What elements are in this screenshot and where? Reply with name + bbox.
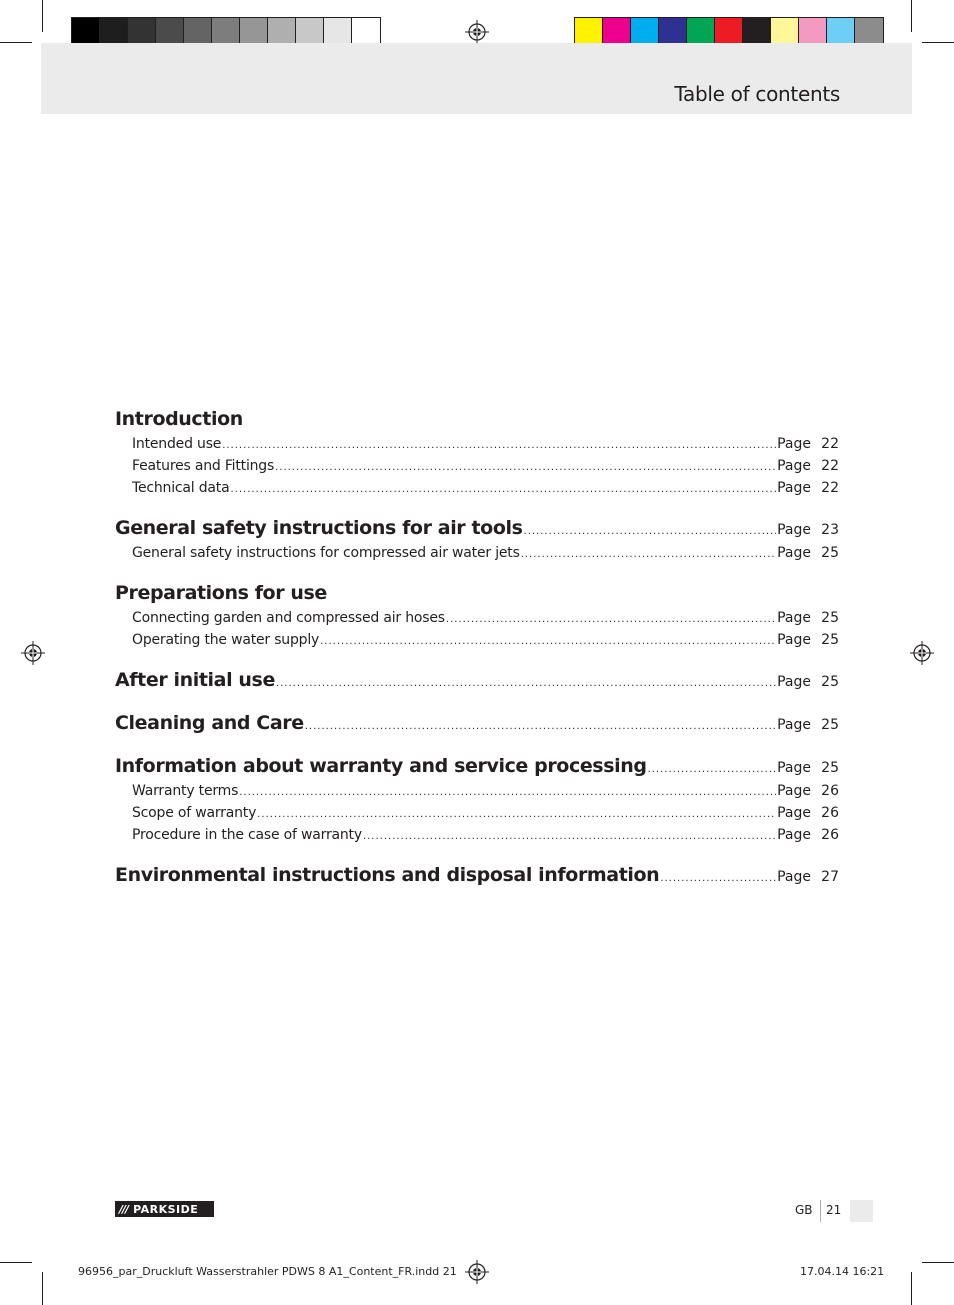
toc-entry-label: Procedure in the case of warranty — [132, 827, 362, 843]
dot-leader — [305, 721, 776, 732]
toc-entry-page-ref — [777, 610, 839, 626]
dot-leader — [524, 526, 777, 537]
page-number-ref: 26 — [821, 805, 839, 821]
page-label: Page — [777, 805, 811, 821]
toc-heading-page-ref — [777, 869, 839, 885]
toc-entry-label: Operating the water supply — [132, 632, 320, 648]
page-number-ref: 26 — [821, 783, 839, 799]
toc-heading-label: Environmental instructions and disposal information — [115, 864, 660, 886]
page-title: Table of contents — [674, 82, 840, 106]
page-number-ref: 25 — [821, 545, 839, 561]
color-swatch — [184, 18, 212, 46]
toc-section — [115, 582, 839, 654]
section-gap — [115, 849, 839, 864]
dot-leader — [521, 549, 776, 560]
color-swatch — [799, 18, 827, 46]
toc-section — [115, 864, 839, 892]
crop-mark — [922, 1262, 954, 1263]
page-number-ref: 27 — [821, 869, 839, 885]
color-swatch — [631, 18, 659, 46]
toc-heading-label: General safety instructions for air tools — [115, 517, 523, 539]
toc-entry — [115, 827, 839, 849]
color-swatch — [659, 18, 687, 46]
logo-text: PARKSIDE — [133, 1202, 199, 1216]
color-swatch — [100, 18, 128, 46]
color-swatch — [72, 18, 100, 46]
toc-heading-label: Cleaning and Care — [115, 712, 304, 734]
color-swatch — [156, 18, 184, 46]
toc-entry-page-ref — [777, 458, 839, 474]
table-of-contents — [115, 408, 839, 892]
toc-heading — [115, 408, 839, 436]
registration-mark-icon — [910, 641, 934, 665]
crop-mark — [0, 1262, 32, 1263]
color-swatch — [687, 18, 715, 46]
toc-entry — [115, 805, 839, 827]
toc-entry-label: Technical data — [132, 480, 230, 496]
color-swatch — [855, 18, 883, 46]
toc-entry-page-ref — [777, 436, 839, 452]
toc-entry-label: General safety instructions for compressed air water jets — [132, 545, 520, 561]
page-number-ref: 25 — [821, 717, 839, 733]
toc-entry-page-ref — [777, 827, 839, 843]
dot-leader — [363, 831, 776, 842]
page-number-ref: 23 — [821, 522, 839, 538]
registration-mark-icon — [465, 20, 489, 44]
dot-leader — [446, 614, 776, 625]
toc-entry-page-ref — [777, 632, 839, 648]
registration-mark-icon — [465, 1260, 489, 1284]
section-gap — [115, 697, 839, 712]
toc-heading-page-ref — [777, 674, 839, 690]
page-label: Page — [777, 717, 811, 733]
dot-leader — [230, 484, 776, 495]
toc-entry-page-ref — [777, 480, 839, 496]
toc-entry — [115, 632, 839, 654]
toc-heading — [115, 582, 839, 610]
toc-entry-page-ref — [777, 545, 839, 561]
section-gap — [115, 740, 839, 755]
dot-leader — [275, 462, 776, 473]
section-gap — [115, 502, 839, 517]
color-swatch — [827, 18, 855, 46]
dot-leader — [222, 440, 776, 451]
color-swatch — [715, 18, 743, 46]
toc-entry-page-ref — [777, 783, 839, 799]
toc-entry — [115, 783, 839, 805]
color-swatch — [128, 18, 156, 46]
toc-heading — [115, 517, 839, 545]
toc-section — [115, 712, 839, 740]
language-code: GB — [795, 1203, 813, 1217]
toc-heading — [115, 864, 839, 892]
page-number-ref: 25 — [821, 632, 839, 648]
dot-leader — [660, 873, 776, 884]
toc-section — [115, 755, 839, 849]
footer-divider — [820, 1200, 821, 1222]
color-swatch — [771, 18, 799, 46]
crop-mark — [0, 42, 32, 43]
toc-heading — [115, 712, 839, 740]
page-label: Page — [777, 436, 811, 452]
toc-entry-label: Connecting garden and compressed air hoses — [132, 610, 445, 626]
crop-mark — [42, 0, 43, 32]
parkside-logo — [115, 1201, 214, 1217]
toc-entry — [115, 545, 839, 567]
page-label: Page — [777, 632, 811, 648]
page-label: Page — [777, 480, 811, 496]
toc-entry — [115, 480, 839, 502]
dot-leader — [276, 678, 776, 689]
page-label: Page — [777, 458, 811, 474]
toc-entry-label: Warranty terms — [132, 783, 239, 799]
toc-entry-label: Scope of warranty — [132, 805, 257, 821]
color-swatch — [743, 18, 771, 46]
toc-section — [115, 669, 839, 697]
color-swatch — [240, 18, 268, 46]
toc-entry — [115, 436, 839, 458]
toc-heading-page-ref — [777, 760, 839, 776]
section-gap — [115, 654, 839, 669]
toc-entry-label: Intended use — [132, 436, 222, 452]
toc-entry — [115, 610, 839, 632]
page-number-ref: 25 — [821, 674, 839, 690]
toc-heading-label: Preparations for use — [115, 582, 327, 604]
page-tab — [850, 1200, 873, 1222]
toc-section — [115, 408, 839, 502]
page-number-ref: 25 — [821, 760, 839, 776]
page-number-ref: 22 — [821, 436, 839, 452]
page-number-ref: 22 — [821, 458, 839, 474]
page-label: Page — [777, 783, 811, 799]
toc-section — [115, 517, 839, 567]
page-number: 21 — [826, 1203, 842, 1217]
toc-heading-page-ref — [777, 522, 839, 538]
page-number-ref: 26 — [821, 827, 839, 843]
color-swatch — [296, 18, 324, 46]
toc-entry — [115, 458, 839, 480]
date-slug: 17.04.14 16:21 — [800, 1265, 885, 1278]
section-gap — [115, 567, 839, 582]
toc-heading-label: After initial use — [115, 669, 275, 691]
logo-slashes: /// — [119, 1202, 129, 1216]
toc-heading-label: Introduction — [115, 408, 243, 430]
crop-mark — [42, 1272, 43, 1305]
dot-leader — [648, 764, 777, 775]
toc-entry-page-ref — [777, 805, 839, 821]
crop-mark — [911, 0, 912, 32]
toc-entry-label: Features and Fittings — [132, 458, 275, 474]
color-swatch — [268, 18, 296, 46]
page-label: Page — [777, 610, 811, 626]
toc-heading-page-ref — [777, 717, 839, 733]
crop-mark — [922, 42, 954, 43]
dot-leader — [239, 787, 776, 798]
page-label: Page — [777, 674, 811, 690]
toc-heading — [115, 755, 839, 783]
dot-leader — [257, 809, 776, 820]
file-slug: 96956_par_Druckluft Wasserstrahler PDWS 8 A1_Content_FR.indd 21 — [78, 1265, 457, 1278]
page-number-ref: 22 — [821, 480, 839, 496]
dot-leader — [320, 636, 776, 647]
color-swatch — [575, 18, 603, 46]
toc-heading-label: Information about warranty and service processing — [115, 755, 647, 777]
page-label: Page — [777, 545, 811, 561]
crop-mark — [911, 1272, 912, 1305]
page-label: Page — [777, 827, 811, 843]
color-swatch — [352, 18, 380, 46]
page-label: Page — [777, 522, 811, 538]
color-swatch — [324, 18, 352, 46]
color-swatch — [212, 18, 240, 46]
page-label: Page — [777, 760, 811, 776]
page-label: Page — [777, 869, 811, 885]
toc-heading — [115, 669, 839, 697]
registration-mark-icon — [21, 641, 45, 665]
color-swatch — [603, 18, 631, 46]
page-number-ref: 25 — [821, 610, 839, 626]
